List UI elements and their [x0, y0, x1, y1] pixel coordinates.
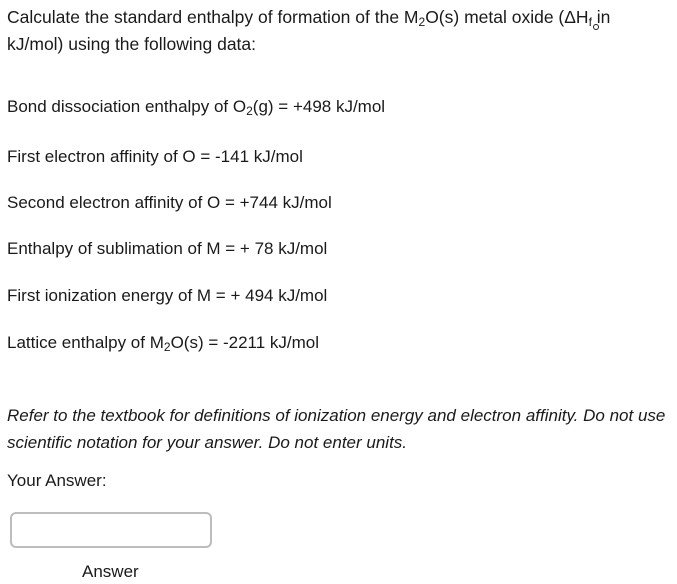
lattice-enthalpy-line: Lattice enthalpy of $M_2O(s) = -2211$ kJ/mol	[7, 333, 320, 354]
first-electron-affinity-line: First electron affinity of O = -141 kJ/mol	[7, 147, 303, 166]
instructions-text: Refer to the textbook for definitions of ionization energy and electron affinity. Do not use scientific notation for your answer. Do not enter units.	[7, 406, 666, 452]
bond-dissociation-line: Bond dissociation enthalpy of $O_2(g) = +498$ kJ/mol	[7, 97, 386, 118]
sublimation-line: Enthalpy of sublimation of M = + 78 kJ/mol	[7, 239, 328, 258]
ionization-energy-line: First ionization energy of M = + 494 kJ/mol	[7, 286, 328, 305]
answer-input[interactable]	[10, 512, 212, 548]
your-answer-label: Your Answer:	[7, 471, 107, 490]
answer-caption: Answer	[82, 562, 139, 581]
second-electron-affinity-line: Second electron affinity of O = +744 kJ/mol	[7, 193, 332, 212]
question-text: Calculate the standard enthalpy of formation of the $M_2O(s)$ metal oxide ($\Delta H_f$ in kJ/mol) using the following data:	[7, 7, 611, 54]
